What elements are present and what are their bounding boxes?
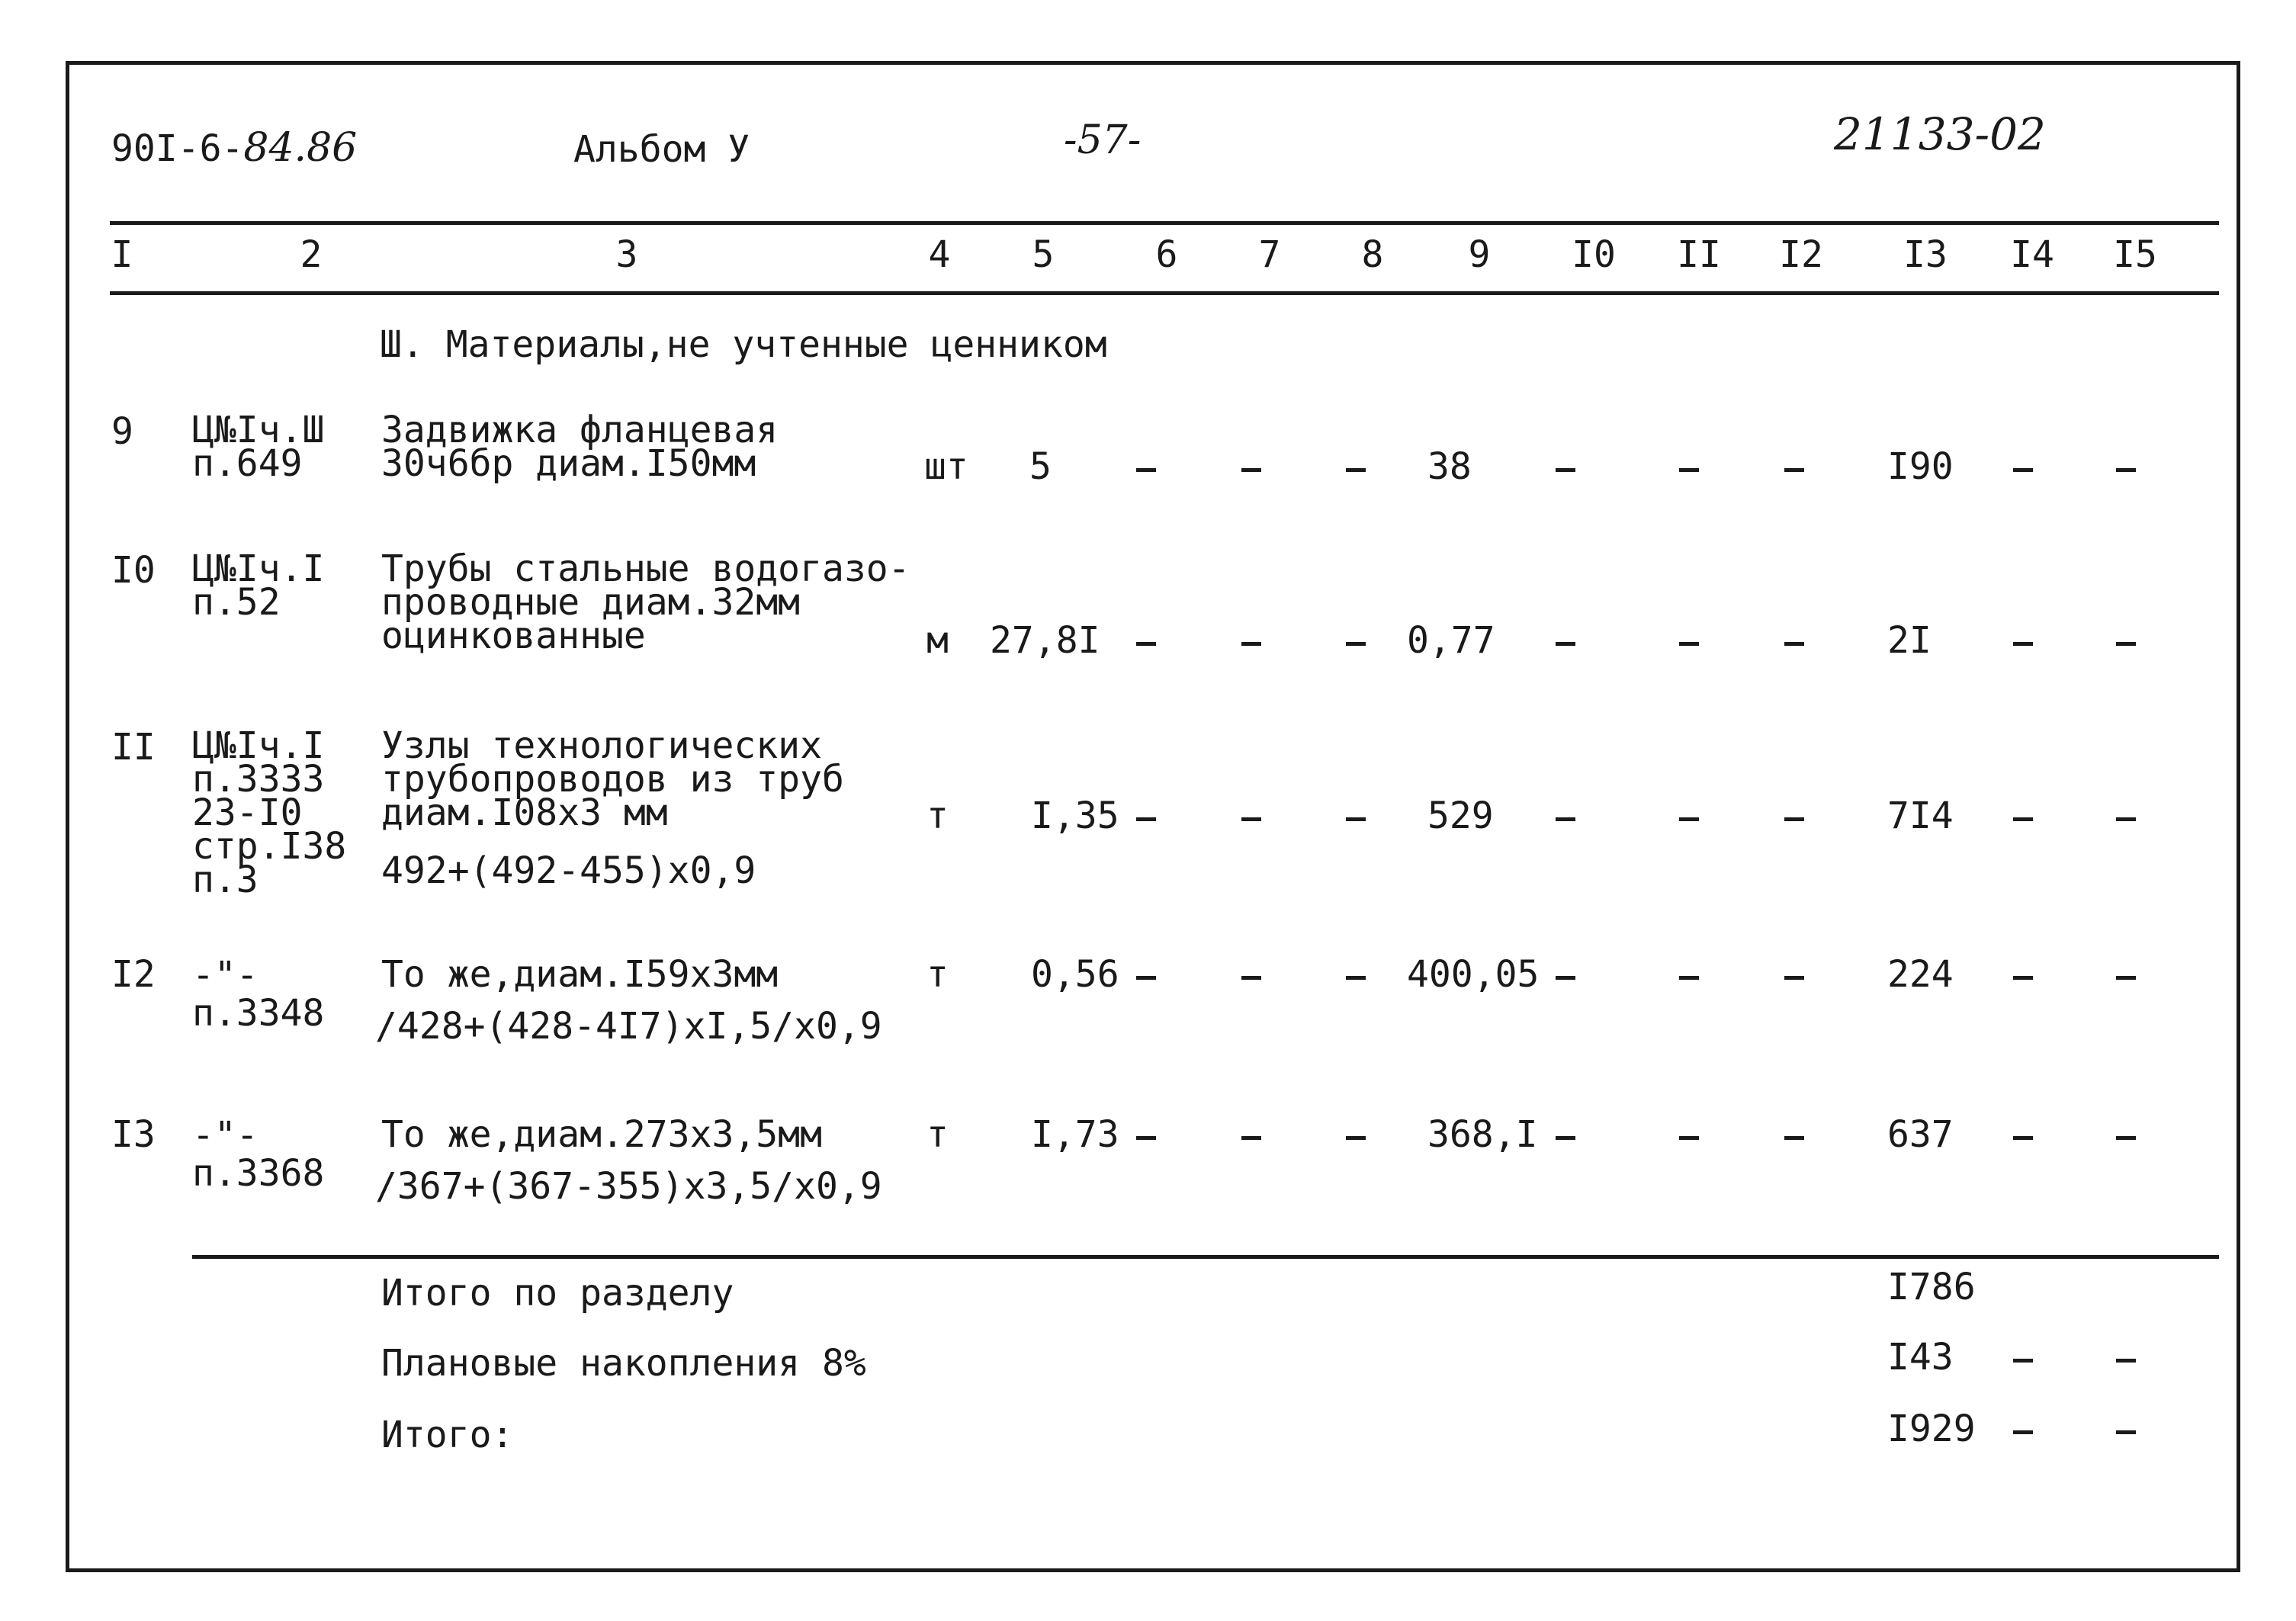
row-number: I2 bbox=[111, 953, 156, 996]
row-reference: Ц№Iч.Ш п.649 bbox=[192, 409, 325, 485]
row-quantity: 0,56 bbox=[1031, 953, 1119, 996]
dash bbox=[2116, 1359, 2136, 1363]
column-header: 8 bbox=[1361, 233, 1384, 276]
row-name: То же,диам.273x3,5мм bbox=[381, 1113, 822, 1156]
dash bbox=[1136, 642, 1156, 646]
dash bbox=[2116, 976, 2136, 980]
dash bbox=[1241, 976, 1261, 980]
row-total: 7I4 bbox=[1887, 794, 1954, 837]
row-unit: т bbox=[926, 953, 949, 996]
column-header: 5 bbox=[1032, 233, 1055, 276]
row-unit: т bbox=[926, 1113, 949, 1156]
totals-rule bbox=[192, 1255, 2219, 1259]
header-rule-top bbox=[110, 221, 2219, 225]
column-header: I2 bbox=[1779, 233, 1823, 276]
document-code-handwritten: 84.86 bbox=[243, 125, 358, 171]
row-unit-price: 529 bbox=[1427, 794, 1494, 837]
column-header: 2 bbox=[300, 233, 323, 276]
row-calculation: 492+(492-455)x0,9 bbox=[381, 849, 756, 892]
row-total: 637 bbox=[1887, 1113, 1954, 1156]
row-number: II bbox=[111, 726, 156, 769]
dash bbox=[1556, 1136, 1575, 1140]
row-reference: Ц№Iч.I п.52 bbox=[192, 547, 325, 624]
dash bbox=[1679, 1136, 1699, 1140]
row-reference: -"- п.3348 bbox=[192, 954, 325, 1035]
totals-value: I43 bbox=[1887, 1336, 1954, 1379]
row-number: 9 bbox=[111, 410, 133, 453]
dash bbox=[1556, 468, 1575, 472]
totals-value: I786 bbox=[1887, 1266, 1976, 1308]
dash bbox=[1679, 817, 1699, 821]
dash bbox=[1241, 1136, 1261, 1140]
row-total: 2I bbox=[1887, 619, 1932, 662]
section-title: Ш. Материалы,не учтенные ценником bbox=[380, 323, 1107, 366]
dash bbox=[2013, 642, 2033, 646]
row-calculation: /428+(428-4I7)xI,5/x0,9 bbox=[375, 1005, 882, 1048]
row-total: 224 bbox=[1887, 953, 1954, 996]
dash bbox=[1679, 976, 1699, 980]
row-number: I3 bbox=[111, 1113, 156, 1156]
dash bbox=[1679, 642, 1699, 646]
dash bbox=[1556, 817, 1575, 821]
row-unit: т bbox=[926, 794, 949, 837]
column-header: I5 bbox=[2113, 233, 2157, 276]
doc-number: 21133-02 bbox=[1834, 108, 2046, 160]
page-number: -57- bbox=[1064, 117, 1142, 163]
dash bbox=[2116, 817, 2136, 821]
row-quantity: 5 bbox=[1029, 445, 1052, 488]
dash bbox=[1556, 976, 1575, 980]
row-quantity: 27,8I bbox=[990, 619, 1100, 662]
dash bbox=[2116, 468, 2136, 472]
column-header: II bbox=[1677, 233, 1721, 276]
dash bbox=[1136, 1136, 1156, 1140]
dash bbox=[2013, 1430, 2033, 1434]
row-unit-price: 400,05 bbox=[1407, 953, 1540, 996]
dash bbox=[1784, 1136, 1804, 1140]
dash bbox=[1346, 468, 1366, 472]
dash bbox=[1241, 468, 1261, 472]
dash bbox=[1346, 1136, 1366, 1140]
column-header: I3 bbox=[1903, 233, 1948, 276]
dash bbox=[2116, 642, 2136, 646]
row-quantity: I,73 bbox=[1031, 1113, 1119, 1156]
dash bbox=[1784, 468, 1804, 472]
column-header: 3 bbox=[615, 233, 638, 276]
row-unit-price: 368,I bbox=[1427, 1113, 1538, 1156]
dash bbox=[1346, 976, 1366, 980]
totals-label: Итого: bbox=[381, 1414, 514, 1456]
dash bbox=[2013, 468, 2033, 472]
dash bbox=[1346, 642, 1366, 646]
column-header: 7 bbox=[1258, 233, 1281, 276]
row-reference: Ц№Iч.I п.3333 23-I0 стр.I38 п.3 bbox=[192, 724, 347, 901]
dash bbox=[1136, 468, 1156, 472]
row-quantity: I,35 bbox=[1031, 794, 1119, 837]
album-label: Альбом У bbox=[573, 128, 750, 171]
row-name: Трубы стальные водогазо- проводные диам.32мм оцинкованные bbox=[381, 547, 910, 657]
totals-label: Итого по разделу bbox=[381, 1272, 734, 1314]
dash bbox=[2116, 1136, 2136, 1140]
dash bbox=[1136, 976, 1156, 980]
dash bbox=[1784, 817, 1804, 821]
dash bbox=[2013, 1136, 2033, 1140]
dash bbox=[1784, 976, 1804, 980]
row-name: Задвижка фланцевая 30ч6бр диам.I50мм bbox=[381, 409, 779, 485]
dash bbox=[2013, 817, 2033, 821]
row-unit-price: 38 bbox=[1427, 445, 1472, 488]
totals-label: Плановые накопления 8% bbox=[381, 1342, 866, 1385]
dash bbox=[1784, 642, 1804, 646]
header-rule-bottom bbox=[110, 291, 2219, 295]
dash bbox=[1136, 817, 1156, 821]
dash bbox=[2013, 1359, 2033, 1363]
totals-value: I929 bbox=[1887, 1408, 1976, 1450]
dash bbox=[2116, 1430, 2136, 1434]
column-header: 6 bbox=[1155, 233, 1178, 276]
dash bbox=[2013, 976, 2033, 980]
dash bbox=[1556, 642, 1575, 646]
column-header: 4 bbox=[928, 233, 951, 276]
row-number: I0 bbox=[111, 549, 156, 592]
row-name: То же,диам.I59x3мм bbox=[381, 953, 779, 996]
dash bbox=[1346, 817, 1366, 821]
column-header: I bbox=[111, 233, 133, 276]
column-header: I0 bbox=[1572, 233, 1616, 276]
column-header: I4 bbox=[2010, 233, 2054, 276]
dash bbox=[1679, 468, 1699, 472]
document-code bbox=[111, 125, 358, 171]
row-unit-price: 0,77 bbox=[1407, 619, 1495, 662]
row-reference: -"- п.3368 bbox=[192, 1114, 325, 1195]
row-calculation: /367+(367-355)x3,5/x0,9 bbox=[375, 1165, 882, 1208]
row-unit: м bbox=[926, 619, 949, 662]
row-name: Узлы технологических трубопроводов из труб диам.I08x3 мм bbox=[381, 724, 844, 834]
column-header: 9 bbox=[1468, 233, 1491, 276]
row-total: I90 bbox=[1887, 445, 1954, 488]
dash bbox=[1241, 817, 1261, 821]
document-code-printed: 90I-6- bbox=[111, 127, 244, 170]
dash bbox=[1241, 642, 1261, 646]
row-unit: шт bbox=[924, 445, 968, 488]
